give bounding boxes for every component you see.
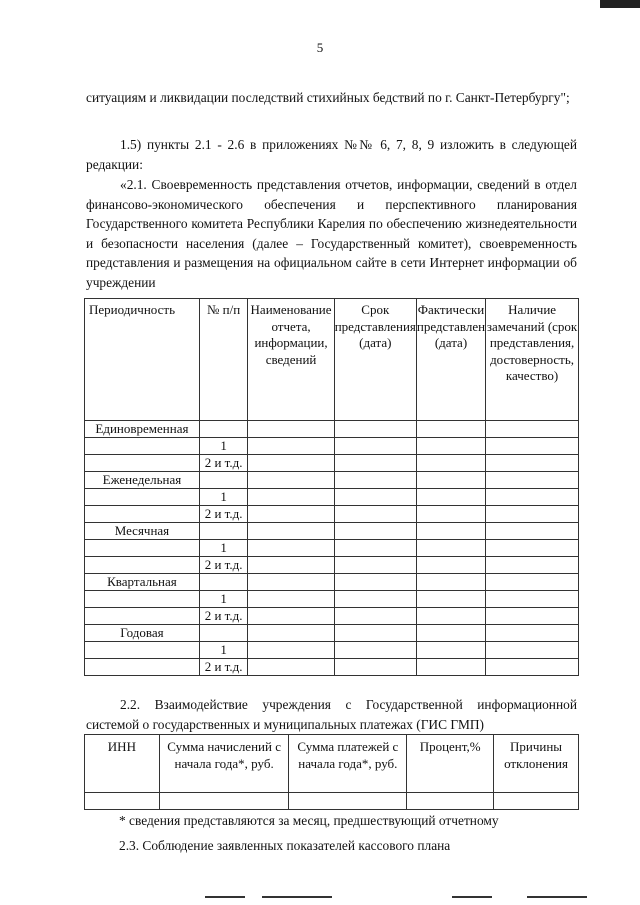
table-row (85, 540, 579, 557)
header-num: № п/п (199, 299, 248, 421)
periodicity-label: Годовая (85, 625, 200, 642)
header-inn: ИНН (85, 735, 160, 793)
clause-1-5: 1.5) пункты 2.1 - 2.6 в приложениях №№ 6, 7, 8, 9 изложить в следующей редакции: (86, 137, 577, 172)
table-row (85, 659, 579, 676)
row-number: 2 и т.д. (199, 659, 248, 676)
table-row (85, 625, 579, 642)
table-row (85, 421, 579, 438)
row-number: 2 и т.д. (199, 608, 248, 625)
reporting-table-header (85, 299, 579, 421)
table-row (85, 489, 579, 506)
row-number: 1 (199, 540, 248, 557)
row-number: 2 и т.д. (199, 557, 248, 574)
periodicity-label: Еженедельная (85, 472, 200, 489)
row-number: 1 (199, 438, 248, 455)
reporting-table (84, 298, 579, 676)
row-number: 1 (199, 642, 248, 659)
clause-2-3: 2.3. Соблюдение заявленных показателей кассового плана (119, 838, 451, 853)
table-row (85, 438, 579, 455)
row-number: 2 и т.д. (199, 506, 248, 523)
gis-gmp-table (84, 734, 579, 810)
header-reasons: Причины отклонения (494, 735, 579, 793)
scan-edge-mark (205, 896, 245, 898)
scan-edge-mark (527, 896, 587, 898)
header-periodicity: Периодичность (85, 299, 200, 421)
table-row (85, 574, 579, 591)
clause-2-1: «2.1. Своевременность представления отчетов, информации, сведений в отдел финансово-экономического обеспечения и перспективного планирования Государственного комитета Республики Карелия по обеспечению жизнедеятельности и безопасности населения (далее – Государственный комитет), своевременность представления и размещения на официальном сайте в сети Интернет информации об учреждении (86, 177, 577, 290)
scan-edge-mark (262, 896, 332, 898)
header-due-date: Срок представления (дата) (334, 299, 416, 421)
row-number: 1 (199, 489, 248, 506)
table-row (85, 523, 579, 540)
intro-paragraph: ситуациям и ликвидации последствий стихийных бедствий по г. Санкт-Петербургу"; (86, 90, 570, 105)
table-row (85, 455, 579, 472)
page-number: 5 (316, 40, 324, 55)
clause-2-2: 2.2. Взаимодействие учреждения с Государственной информационной системой о государственных и муниципальных платежах (ГИС ГМП) (86, 697, 577, 732)
row-number: 1 (199, 591, 248, 608)
header-actual-date: Фактически представлен (дата) (416, 299, 485, 421)
periodicity-label: Единовременная (85, 421, 200, 438)
periodicity-label: Квартальная (85, 574, 200, 591)
row-number: 2 и т.д. (199, 455, 248, 472)
periodicity-label: Месячная (85, 523, 200, 540)
scan-edge-mark (600, 0, 640, 8)
table-row (85, 608, 579, 625)
header-remarks: Наличие замечаний (срок представления, достоверность, качество) (486, 299, 579, 421)
header-accruals: Сумма начислений с начала года*, руб. (159, 735, 289, 793)
header-report-name: Наименование отчета, информации, сведений (248, 299, 334, 421)
table-row (85, 557, 579, 574)
header-payments: Сумма платежей с начала года*, руб. (289, 735, 407, 793)
table-row (85, 642, 579, 659)
table-row (85, 506, 579, 523)
scan-edge-mark (452, 896, 492, 898)
footnote: * сведения представляются за месяц, предшествующий отчетному (119, 813, 499, 828)
gis-gmp-table-header (85, 735, 579, 793)
table-row (85, 591, 579, 608)
table-row (85, 472, 579, 489)
header-percent: Процент,% (407, 735, 494, 793)
table-row (85, 793, 579, 810)
